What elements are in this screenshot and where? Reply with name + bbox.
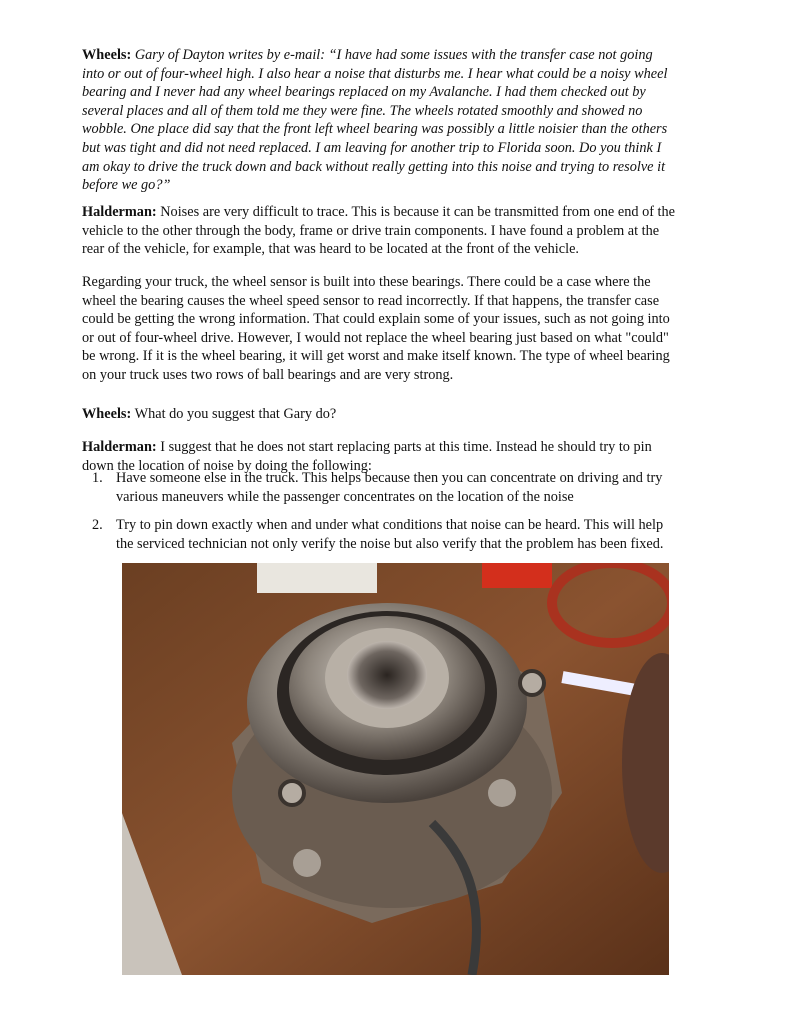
answer-paragraph — [82, 203, 742, 259]
answer-paragraph-2: Regarding your truck, the wheel sensor is built into these bearings. There could be a case where the wheel the bearing causes the wheel speed sensor to read incorrectly. If that happens, the transfer case could be getting the wrong information. That could explain some of your issues, such as not going into or out of four-wheel drive. However, I would not replace the wheel bearing just based on what "could" be wrong. If it is the wheel bearing, it will get worst and make itself known. The type of wheel bearing on your truck uses two rows of ball bearings and are very strong. — [82, 274, 670, 383]
speaker-label: Halderman: — [82, 204, 157, 220]
wheel-bearing-photo — [122, 563, 669, 975]
question-text: Gary of Dayton writes by e-mail: “I have had some issues with the transfer case not going into or out of four-wheel high. I also hear a noise that disturbs me. I hear what could be a noisy wheel bearing and I never had any wheel bearings replaced on my Avalanche. I had them checked out by several places and all of them told me they were fine. The wheels rotated smoothly and showed no wobble. One place did say that the front left wheel bearing was possibly a little noisier than the others but was tight and did not need replaced. I am leaving for another trip to Florida soon. Do you think I am okay to drive the truck down and back without really getting into this noise and trying to resolve it before we go?” — [82, 47, 668, 194]
question-paragraph — [82, 46, 742, 195]
question-text: What do you suggest that Gary do? — [134, 406, 337, 422]
speaker-label: Halderman: — [82, 439, 157, 455]
list-number: 1. — [92, 470, 103, 486]
list-number: 2. — [92, 517, 103, 533]
list-text: Try to pin down exactly when and under what conditions that noise can be heard. This will help the serviced technician not only verify the noise but also verify that the problem has been fixed. — [116, 517, 664, 552]
question-paragraph-2 — [82, 405, 742, 424]
list-text: Have someone else in the truck. This helps because then you can concentrate on driving and try various maneuvers while the passenger concentrates on the location of the noise — [116, 470, 663, 505]
answer-text: Noises are very difficult to trace. This is because it can be transmitted from one end of the vehicle to the other through the body, frame or drive train components. I have found a problem at the rear of the vehicle, for example, that was heard to be located at the front of the vehicle. — [82, 204, 676, 258]
answer-text: I suggest that he does not start replacing parts at this time. Instead he should try to pin down the location of noise by doing the following: — [82, 439, 652, 474]
speaker-label: Wheels: — [82, 406, 132, 422]
speaker-label: Wheels: — [82, 47, 132, 63]
